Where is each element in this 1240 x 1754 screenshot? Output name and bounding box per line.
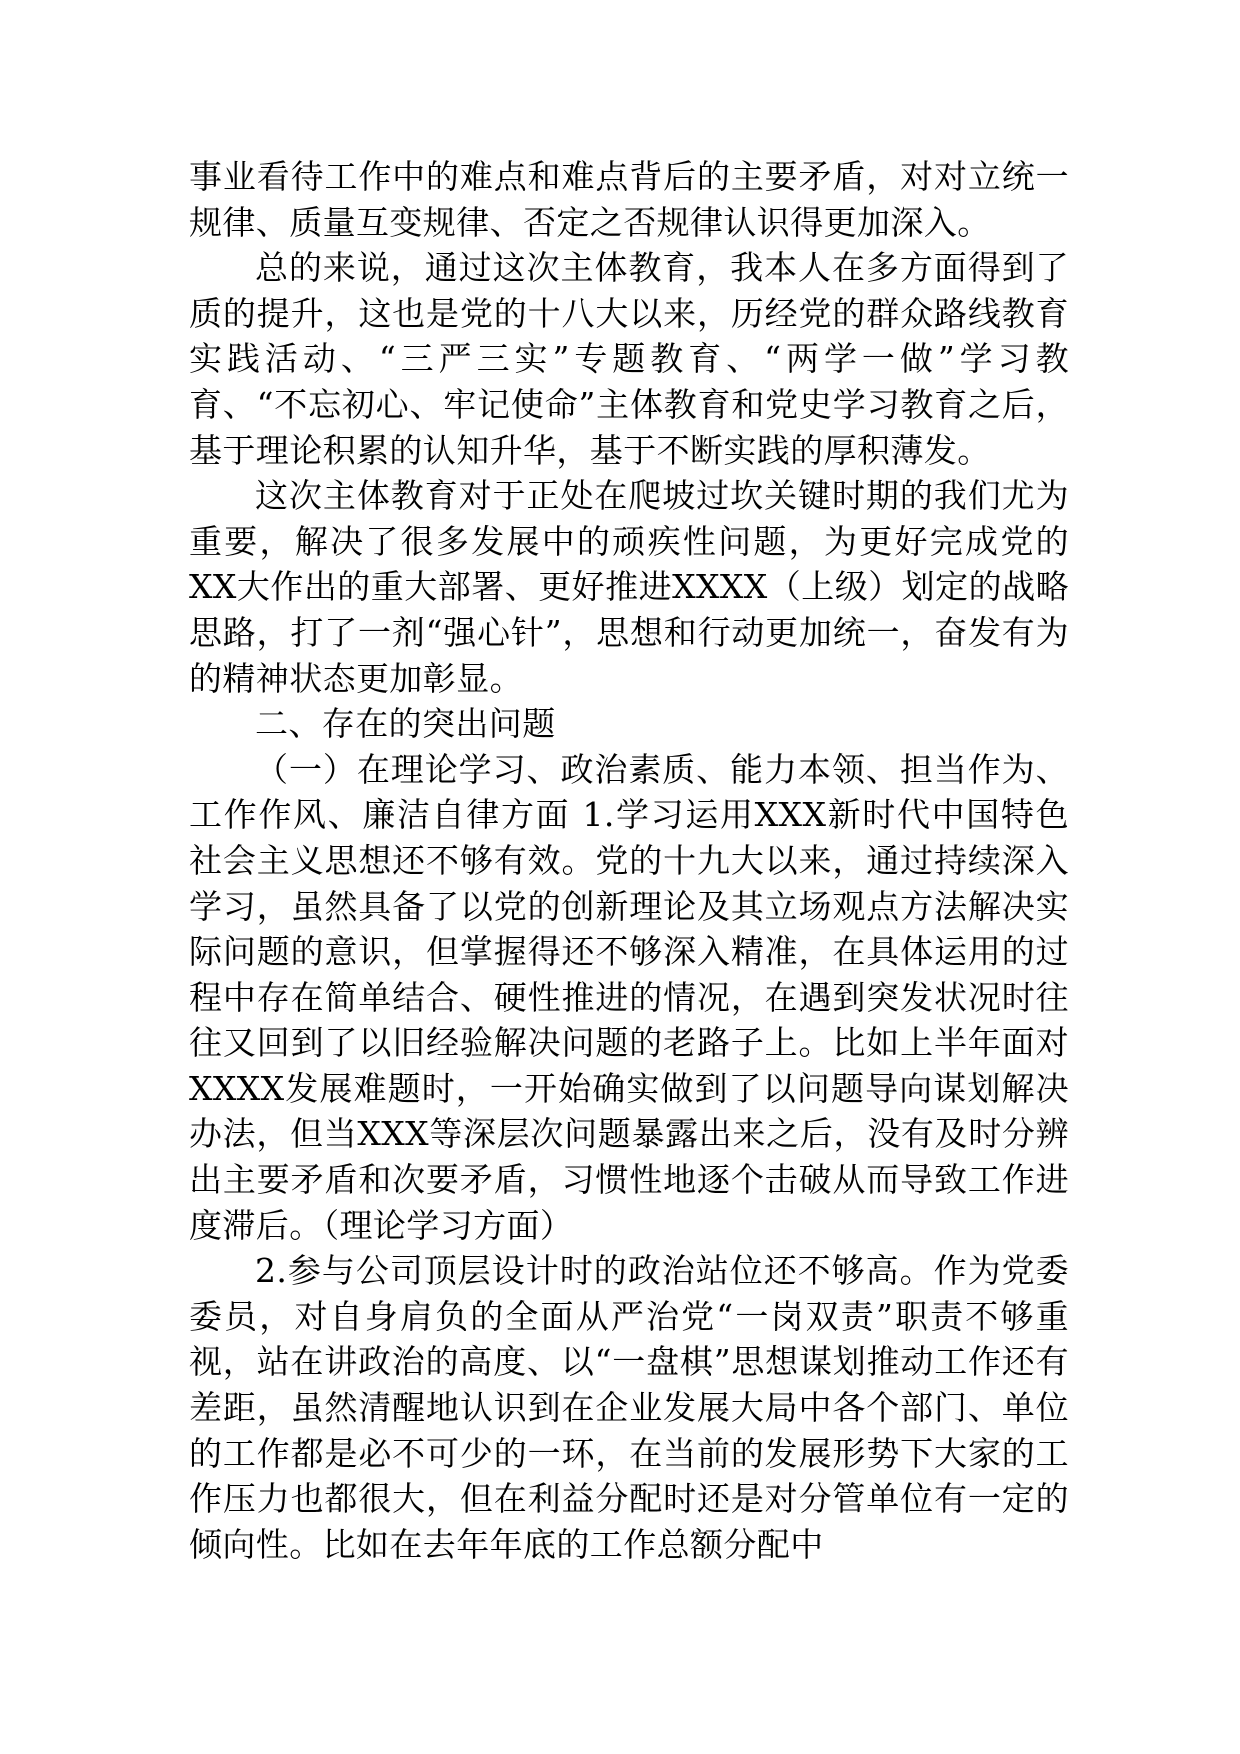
- document-body: [189, 154, 1069, 1567]
- paragraph-continuation: 事业看待工作中的难点和难点背后的主要矛盾，对对立统一规律、质量互变规律、否定之否规律认识得更加深入。: [189, 157, 1069, 242]
- section-heading-problems: 二、存在的突出问题: [255, 704, 556, 744]
- paragraph-summary: 总的来说，通过这次主体教育，我本人在多方面得到了质的提升，这也是党的十八大以来，历经党的群众路线教育实践活动、“三严三实”专题教育、“两学一做”学习教育、“不忘初心、牢记使命”主体教育和党史学习教育之后，基于理论积累的认知升华，基于不断实践的厚积薄发。: [189, 248, 1069, 470]
- paragraph-problem-1: （一）在理论学习、政治素质、能力本领、担当作为、工作作风、廉洁自律方面 1.学习运用XXX新时代中国特色社会主义思想还不够有效。党的十九大以来，通过持续深入学习，虽然具备了以党的创新理论及其立场观点方法解决实际问题的意识，但掌握得还不够深入精准，在具体运用的过程中存在简单结合、硬性推进的情况，在遇到突发状况时往往又回到了以旧经验解决问题的老路子上。比如上半年面对XXXX发展难题时，一开始确实做到了以问题导向谋划解决办法，但当XXX等深层次问题暴露出来之后，没有及时分辨出主要矛盾和次要矛盾，习惯性地逐个击破从而导致工作进度滞后。（理论学习方面）: [189, 749, 1069, 1245]
- paragraph-significance: 这次主体教育对于正处在爬坡过坎关键时期的我们尤为重要，解决了很多发展中的顽疾性问题，为更好完成党的XX大作出的重大部署、更好推进XXXX（上级）划定的战略思路，打了一剂“强心针”，思想和行动更加统一，奋发有为的精神状态更加彰显。: [189, 476, 1069, 698]
- paragraph-problem-2: 2.参与公司顶层设计时的政治站位还不够高。作为党委委员，对自身肩负的全面从严治党“一岗双责”职责不够重视，站在讲政治的高度、以“一盘棋”思想谋划推动工作还有差距，虽然清醒地认识到在企业发展大局中各个部门、单位的工作都是必不可少的一环，在当前的发展形势下大家的工作压力也都很大，但在利益分配时还是对分管单位有一定的倾向性。比如在去年年底的工作总额分配中: [189, 1251, 1069, 1564]
